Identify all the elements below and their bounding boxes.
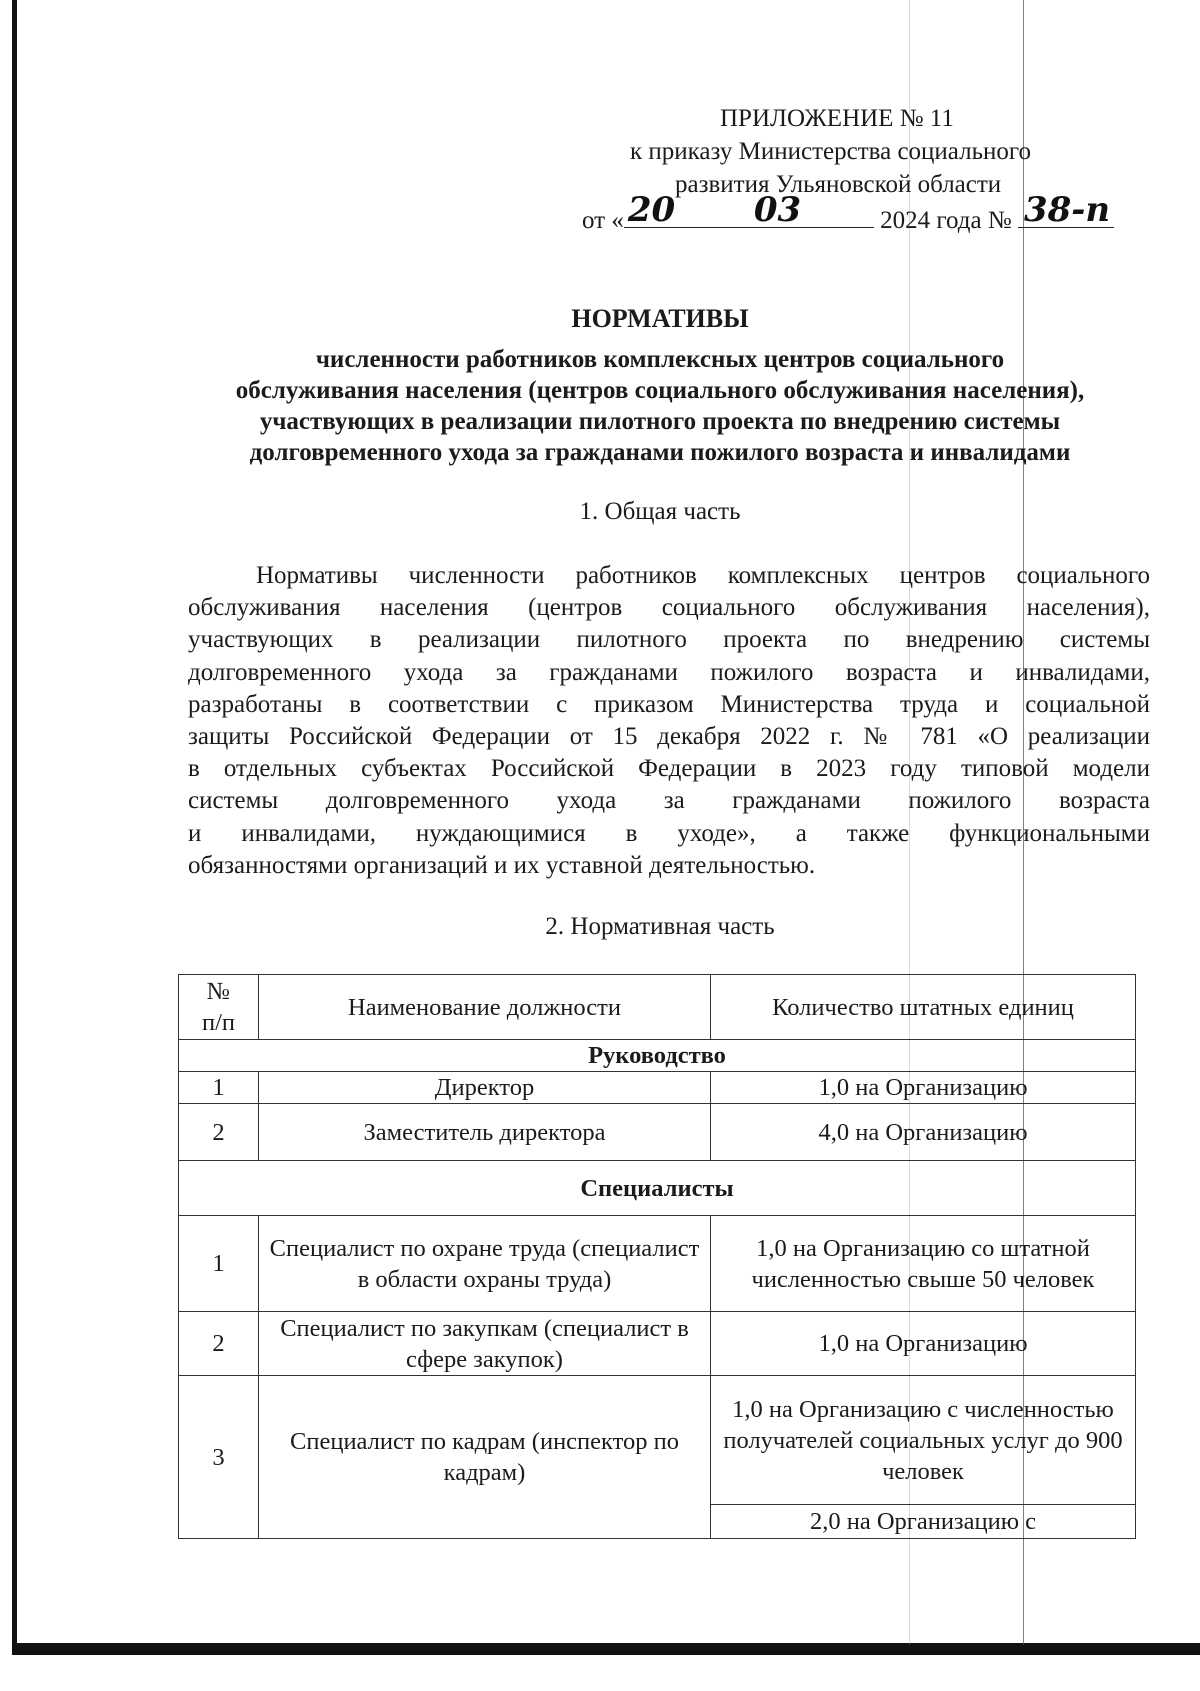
group-row-specialists	[179, 1161, 1136, 1216]
header-count: Количество штатных единиц	[711, 975, 1136, 1040]
document-title	[180, 303, 1140, 468]
group-title: Руководство	[179, 1040, 1136, 1072]
appendix-number: ПРИЛОЖЕНИЕ № 11	[720, 105, 954, 132]
date-year: 2024 года №	[873, 207, 1012, 234]
row-position: Специалист по охране труда (специалист в области охраны труда)	[259, 1216, 711, 1312]
general-paragraph	[188, 560, 1150, 882]
ministry-name: развития Ульяновской области	[675, 171, 1002, 198]
date-prefix: от «	[582, 207, 624, 234]
order-number-blank	[1018, 190, 1114, 230]
row-position: Специалист по закупкам (специалист в сфере закупок)	[259, 1312, 711, 1376]
title-main: НОРМАТИВЫ	[571, 304, 749, 333]
header-number: № п/п	[179, 975, 259, 1040]
section-heading-general: 1. Общая часть	[579, 498, 741, 525]
row-number: 3	[179, 1376, 259, 1539]
table-row	[179, 1104, 1136, 1161]
paragraph-line: обслуживания населения (центров социального обслуживания населения),	[188, 594, 1150, 622]
paragraph-line: Нормативы численности работников комплексных центров социального	[256, 562, 1150, 589]
title-line: долговременного ухода за гражданами пожилого возраста и инвалидами	[249, 439, 1071, 466]
section-heading-normative: 2. Нормативная часть	[545, 913, 775, 940]
order-reference: к приказу Министерства социального	[630, 138, 1032, 165]
scan-bottom-edge	[12, 1643, 1200, 1655]
row-count: 1,0 на Организацию со штатной численностью свыше 50 человек	[711, 1216, 1136, 1312]
date-day-handwritten: 20	[627, 190, 676, 230]
row-number: 2	[179, 1104, 259, 1161]
row-number: 1	[179, 1072, 259, 1104]
paragraph-line: разработаны в соответствии с приказом Министерства труда и социальной	[188, 690, 1150, 718]
table-row	[179, 1312, 1136, 1376]
title-line: численности работников комплексных центров социального	[315, 346, 1005, 373]
order-number-handwritten: 38-п	[1023, 190, 1111, 230]
paragraph-line: и инвалидами, нуждающимися в уходе», а также функциональными	[188, 819, 1150, 847]
paragraph-line: обязанностями организаций и их уставной деятельностью.	[188, 851, 816, 879]
title-line: участвующих в реализации пилотного проекта по внедрению системы	[259, 408, 1061, 435]
row-number: 1	[179, 1216, 259, 1312]
row-count: 1,0 на Организацию с численностью получателей социальных услуг до 900 человек	[711, 1376, 1136, 1505]
row-number: 2	[179, 1312, 259, 1376]
scan-left-edge	[12, 0, 17, 1645]
table-header-row	[179, 975, 1136, 1040]
date-month-handwritten: 03	[753, 190, 802, 230]
table-row	[179, 1072, 1136, 1104]
group-row-management	[179, 1040, 1136, 1072]
date-day-blank	[624, 190, 684, 230]
paragraph-line: участвующих в реализации пилотного проекта по внедрению системы	[188, 626, 1150, 654]
row-count: 1,0 на Организацию	[711, 1072, 1136, 1104]
row-position: Заместитель директора	[259, 1104, 711, 1161]
row-count: 4,0 на Организацию	[711, 1104, 1136, 1161]
row-position: Специалист по кадрам (инспектор по кадрам)	[259, 1376, 711, 1539]
date-month-blank	[684, 190, 874, 230]
table-row	[179, 1216, 1136, 1312]
appendix-header	[560, 102, 1160, 237]
title-line: обслуживания населения (центров социального обслуживания населения),	[235, 377, 1085, 404]
row-count-continued: 2,0 на Организацию с	[711, 1505, 1136, 1539]
paragraph-line: системы долговременного ухода за гражданами пожилого возраста	[188, 787, 1150, 815]
paragraph-line: в отдельных субъектах Российской Федерации в 2023 году типовой модели	[188, 755, 1150, 783]
paragraph-line: защиты Российской Федерации от 15 декабря 2022 г. № 781 «О реализации	[188, 723, 1150, 751]
staffing-norms-table	[178, 974, 1136, 1539]
table-row	[179, 1376, 1136, 1505]
row-count: 1,0 на Организацию	[711, 1312, 1136, 1376]
row-position: Директор	[259, 1072, 711, 1104]
paragraph-line: долговременного ухода за гражданами пожилого возраста и инвалидами,	[188, 658, 1150, 686]
order-date-line	[582, 190, 1160, 237]
group-title: Специалисты	[179, 1161, 1136, 1216]
header-position: Наименование должности	[259, 975, 711, 1040]
